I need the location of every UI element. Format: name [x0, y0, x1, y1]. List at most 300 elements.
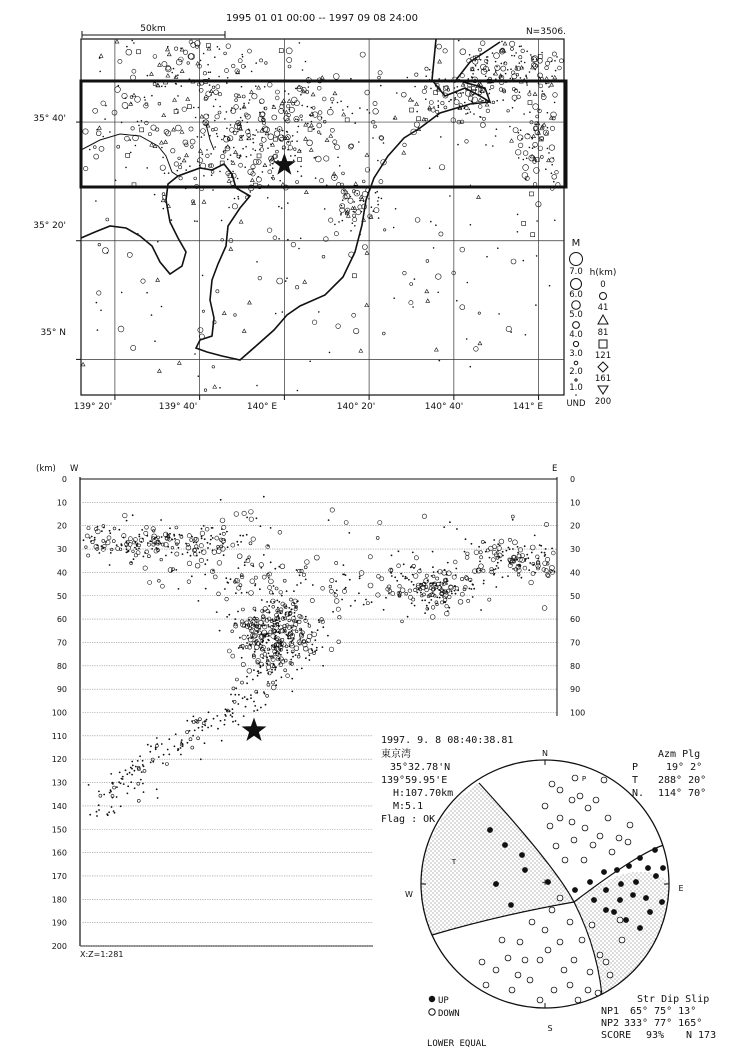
- hypocenter-circle: [234, 512, 239, 517]
- hypocenter-circle: [199, 558, 203, 562]
- slab-dot: [213, 718, 215, 720]
- hypocenter-dot: [171, 552, 173, 554]
- epicenter-dot: [198, 375, 200, 377]
- epicenter-dot: [380, 85, 382, 87]
- slab-dot: [232, 712, 234, 714]
- down-polarity: [567, 919, 573, 925]
- hypocenter-dot: [296, 569, 298, 571]
- p-axis-marker: P: [581, 775, 587, 783]
- epicenter-dot: [416, 111, 418, 113]
- hypocenter-dot: [266, 642, 268, 644]
- epicenter-dot: [297, 131, 299, 133]
- hypocenter-dot: [451, 591, 453, 593]
- epicenter-dot: [437, 292, 439, 294]
- hypocenter-dot: [385, 597, 387, 599]
- epicenter-square: [187, 105, 191, 109]
- slab-dot: [201, 726, 203, 728]
- hypocenter-dot: [247, 638, 249, 640]
- slab-dot: [134, 770, 136, 772]
- epicenter-circle: [221, 154, 225, 158]
- n-axis-label: N.: [632, 788, 645, 799]
- hypocenter-dot: [471, 543, 473, 545]
- hypocenter-dot: [412, 574, 414, 576]
- epicenter-dot: [547, 148, 549, 150]
- coastline-inlet: [206, 124, 214, 150]
- hypocenter-dot: [255, 583, 257, 585]
- hypocenter-circle: [368, 555, 372, 559]
- hypocenter-dot: [316, 649, 318, 651]
- epicenter-dot: [526, 84, 528, 86]
- epicenter-dot: [393, 227, 395, 229]
- hypocenter-dot: [133, 558, 135, 560]
- down-polarity: [625, 839, 631, 845]
- hypocenter-dot: [273, 585, 275, 587]
- epicenter-dot: [350, 196, 352, 198]
- hypocenter-circle: [262, 575, 266, 579]
- epicenter-circle: [97, 291, 101, 295]
- slab-dot: [135, 766, 137, 768]
- epicenter-dot: [298, 248, 300, 250]
- epicenter-triangle: [304, 123, 308, 126]
- hypocenter-circle: [249, 517, 253, 521]
- epicenter-circle: [441, 101, 444, 104]
- hypocenter-circle: [160, 558, 163, 561]
- mag-symbol: [572, 301, 581, 310]
- epicenter-circle: [132, 69, 136, 73]
- hypocenter-circle: [368, 583, 373, 588]
- epicenter-dot: [458, 40, 460, 42]
- hypocenter-dot: [143, 556, 145, 558]
- epicenter-dot: [177, 95, 179, 97]
- down-polarity: [579, 937, 585, 943]
- epicenter-circle: [131, 345, 136, 350]
- np2-value: 333° 77° 165°: [624, 1018, 703, 1029]
- epicenter-dot: [167, 46, 169, 48]
- hypocenter-dot: [512, 568, 514, 570]
- epicenter-dot: [480, 59, 482, 61]
- hypocenter-circle: [187, 580, 191, 584]
- epicenter-triangle: [360, 197, 364, 200]
- hypocenter-dot: [400, 573, 402, 575]
- hypocenter-dot: [439, 597, 441, 599]
- hypocenter-circle: [154, 549, 158, 553]
- hypocenter-dot: [260, 665, 262, 667]
- epicenter-dot: [193, 107, 195, 109]
- slab-dot: [139, 755, 141, 757]
- hypocenter-dot: [316, 647, 318, 649]
- epicenter-triangle: [415, 102, 419, 105]
- down-polarity: [572, 775, 578, 781]
- epicenter-circle: [151, 125, 156, 130]
- hypocenter-dot: [251, 624, 253, 626]
- slab-dot: [134, 787, 136, 789]
- hypocenter-circle: [431, 606, 435, 610]
- hypocenter-dot: [121, 544, 123, 546]
- hypocenter-dot: [541, 552, 543, 554]
- epicenter-circle: [545, 66, 549, 70]
- epicenter-dot: [522, 67, 524, 69]
- epicenter-dot: [435, 224, 437, 226]
- slab-dot: [279, 658, 281, 660]
- epicenter-circle: [294, 148, 297, 151]
- epicenter-dot: [257, 131, 259, 133]
- down-polarity: [571, 957, 577, 963]
- hypocenter-circle: [113, 527, 116, 530]
- hypocenter-dot: [226, 531, 228, 533]
- hypocenter-dot: [204, 574, 206, 576]
- epicenter-circle: [509, 41, 514, 46]
- epicenter-triangle: [248, 301, 252, 304]
- slab-dot: [208, 711, 210, 713]
- slab-dot: [263, 691, 265, 693]
- hypocenter-dot: [528, 569, 530, 571]
- epicenter-dot: [469, 54, 471, 56]
- epicenter-dot: [131, 40, 133, 42]
- epicenter-circle: [552, 52, 556, 56]
- epicenter-dot: [440, 136, 442, 138]
- hypocenter-dot: [260, 672, 262, 674]
- epicenter-circle: [439, 165, 444, 170]
- epicenter-circle: [382, 332, 385, 335]
- epicenter-circle: [232, 204, 237, 209]
- hypocenter-circle: [200, 531, 205, 536]
- hypocenter-dot: [267, 624, 269, 626]
- epicenter-dot: [219, 171, 221, 173]
- slab-dot: [130, 767, 132, 769]
- hypocenter-circle: [442, 570, 447, 575]
- slab-dot: [155, 748, 157, 750]
- hypocenter-circle: [530, 545, 535, 550]
- epicenter-dot: [338, 221, 340, 223]
- epicenter-dot: [457, 86, 459, 88]
- hypocenter-dot: [83, 539, 85, 541]
- hypocenter-dot: [502, 576, 504, 578]
- hypocenter-dot: [141, 529, 143, 531]
- epicenter-circle: [214, 128, 217, 131]
- epicenter-dot: [207, 64, 209, 66]
- epicenter-circle: [94, 154, 99, 159]
- depth-level: 0: [600, 280, 606, 290]
- hypocenter-dot: [94, 539, 96, 541]
- hypocenter-circle: [480, 556, 483, 559]
- slab-dot: [181, 739, 183, 741]
- hypocenter-circle: [248, 556, 251, 559]
- epicenter-dot: [237, 178, 239, 180]
- hypocenter-dot: [280, 654, 282, 656]
- hypocenter-circle: [145, 525, 149, 529]
- hypocenter-dot: [102, 548, 104, 550]
- epicenter-dot: [171, 219, 173, 221]
- slab-dot: [250, 694, 252, 696]
- epicenter-triangle: [158, 63, 162, 66]
- epicenter-dot: [541, 52, 543, 54]
- epicenter-dot: [485, 144, 487, 146]
- epicenter-dot: [209, 84, 211, 86]
- epicenter-dot: [470, 111, 472, 113]
- epicenter-dot: [502, 99, 504, 101]
- up-polarity: [614, 867, 620, 873]
- epicenter-circle: [212, 86, 215, 89]
- epicenter-dot: [473, 113, 475, 115]
- epicenter-circle: [211, 171, 214, 174]
- hypocenter-dot: [455, 593, 457, 595]
- epicenter-dot: [177, 74, 179, 76]
- epicenter-circle: [443, 49, 447, 53]
- down-polarity: [597, 833, 603, 839]
- epicenter-circle: [460, 305, 465, 310]
- epicenter-triangle: [342, 113, 346, 116]
- down-polarity: [589, 922, 595, 928]
- epicenter-circle: [230, 127, 235, 132]
- epicenter-circle: [550, 126, 554, 130]
- epicenter-dot: [177, 170, 179, 172]
- epicenter-dot: [342, 199, 344, 201]
- hypocenter-dot: [443, 601, 445, 603]
- epicenter-circle: [437, 44, 442, 49]
- hypocenter-dot: [287, 652, 289, 654]
- epicenter-dot: [282, 135, 284, 137]
- hypocenter-circle: [290, 598, 293, 601]
- epicenter-square: [206, 44, 210, 48]
- hypocenter-dot: [529, 562, 531, 564]
- up-polarity: [603, 887, 609, 893]
- epicenter-dot: [510, 78, 512, 80]
- hypocenter-circle: [376, 593, 380, 597]
- depth-tick-left: 30: [56, 545, 67, 555]
- depth-level: 41: [597, 303, 609, 313]
- epicenter-triangle: [320, 76, 324, 79]
- epicenter-triangle: [196, 62, 200, 65]
- epicenter-circle: [348, 198, 353, 203]
- hypocenter-dot: [311, 644, 313, 646]
- epicenter-dot: [219, 48, 221, 50]
- epicenter-circle: [474, 347, 479, 352]
- epicenter-circle: [171, 149, 175, 153]
- epicenter-dot: [290, 155, 292, 157]
- epicenter-circle: [460, 74, 464, 78]
- epicenter-dot: [293, 160, 295, 162]
- epicenter-circle: [401, 92, 406, 97]
- epicenter-triangle: [553, 75, 557, 78]
- epicenter-dot: [252, 138, 254, 140]
- epicenter-dot: [223, 151, 225, 153]
- epicenter-dot: [377, 160, 379, 162]
- epicenter-dot: [272, 105, 274, 107]
- epicenter-triangle: [172, 128, 176, 131]
- epicenter-square: [308, 127, 312, 131]
- epicenter-triangle: [354, 182, 358, 185]
- slab-dot: [291, 678, 293, 680]
- epicenter-dot: [462, 92, 464, 94]
- depth-tick-left: 130: [51, 778, 67, 788]
- epicenter-dot: [505, 73, 507, 75]
- hypocenter-dot: [540, 545, 542, 547]
- epicenter-dot: [287, 149, 289, 151]
- mag-legend-title: M: [571, 238, 581, 249]
- slab-dot: [238, 694, 240, 696]
- hypocenter-circle: [294, 646, 299, 651]
- epicenter-circle: [549, 145, 555, 151]
- down-polarity: [553, 843, 559, 849]
- slab-dot: [246, 682, 248, 684]
- epicenter-circle: [275, 90, 279, 94]
- hypocenter-dot: [305, 616, 307, 618]
- hypocenter-circle: [308, 625, 311, 628]
- depth-symbol-triangle: [598, 315, 608, 324]
- epicenter-square: [522, 221, 526, 225]
- epicenter-dot: [138, 125, 140, 127]
- np1-label: NP1: [601, 1006, 620, 1017]
- hypocenter-circle: [297, 655, 300, 658]
- mag-level: 6.0: [569, 290, 583, 300]
- slab-dot: [266, 663, 268, 665]
- down-polarity: [537, 997, 543, 1003]
- slab-dot: [238, 724, 240, 726]
- hypocenter-dot: [288, 607, 290, 609]
- depth-symbol-square: [599, 340, 607, 348]
- hypocenter-circle: [545, 557, 549, 561]
- epicenter-dot: [237, 131, 239, 133]
- hypocenter-dot: [179, 534, 181, 536]
- epicenter-dot: [463, 84, 465, 86]
- hypocenter-dot: [89, 537, 91, 539]
- epicenter-dot: [377, 200, 379, 202]
- epicenter-circle: [360, 52, 365, 57]
- hypocenter-circle: [551, 551, 555, 555]
- hypocenter-dot: [263, 496, 265, 498]
- epicenter-circle: [196, 45, 199, 48]
- center-cross: +: [541, 878, 549, 888]
- slab-dot: [198, 727, 200, 729]
- epicenter-circle: [234, 314, 237, 317]
- epicenter-circle: [429, 101, 433, 105]
- hypocenter-circle: [336, 607, 340, 611]
- down-polarity: [627, 822, 633, 828]
- epicenter-dot: [501, 63, 503, 65]
- epicenter-dot: [105, 105, 107, 107]
- epicenter-dot: [525, 76, 527, 78]
- hypocenter-circle: [321, 586, 325, 590]
- epicenter-circle: [253, 159, 258, 164]
- hypocenter-dot: [274, 638, 276, 640]
- hypocenter-dot: [256, 621, 258, 623]
- hypocenter-dot: [430, 582, 432, 584]
- hypocenter-dot: [279, 632, 281, 634]
- epicenter-dot: [359, 234, 361, 236]
- epicenter-dot: [515, 52, 517, 54]
- epicenter-dot: [241, 54, 243, 56]
- slab-dot: [147, 744, 149, 746]
- hypocenter-dot: [497, 567, 499, 569]
- epicenter-dot: [501, 41, 503, 43]
- epicenter-dot: [99, 71, 101, 73]
- epicenter-dot: [301, 119, 303, 121]
- hypocenter-circle: [366, 602, 369, 605]
- epicenter-dot: [519, 46, 521, 48]
- hypocenter-circle: [144, 531, 148, 535]
- epicenter-dot: [467, 104, 469, 106]
- epicenter-dot: [297, 171, 299, 173]
- slab-dot: [242, 697, 244, 699]
- up-polarity: [508, 902, 514, 908]
- hypocenter-circle: [536, 555, 540, 559]
- down-polarity: [619, 937, 625, 943]
- epicenter-dot: [430, 88, 432, 90]
- hypocenter-dot: [178, 588, 180, 590]
- epicenter-dot: [162, 157, 164, 159]
- epicenter-circle: [354, 328, 359, 333]
- epicenter-dot: [196, 221, 198, 223]
- slab-dot: [156, 737, 158, 739]
- up-symbol: [429, 996, 435, 1002]
- epicenter-circle: [373, 101, 377, 105]
- slab-dot: [137, 760, 139, 762]
- epicenter-dot: [498, 313, 500, 315]
- epicenter-dot: [238, 198, 240, 200]
- epicenter-dot: [432, 71, 434, 73]
- epicenter-circle: [515, 150, 521, 156]
- hypocenter-circle: [479, 564, 484, 569]
- epicenter-circle: [260, 143, 263, 146]
- hypocenter-dot: [235, 592, 237, 594]
- hypocenter-dot: [268, 626, 270, 628]
- epicenter-dot: [230, 124, 232, 126]
- epicenter-dot: [324, 208, 326, 210]
- epicenter-dot: [242, 120, 244, 122]
- hypocenter-circle: [330, 578, 334, 582]
- epicenter-triangle: [365, 251, 369, 254]
- epicenter-dot: [129, 139, 131, 141]
- epicenter-dot: [282, 130, 284, 132]
- hypocenter-circle: [329, 585, 332, 588]
- epicenter-dot: [284, 90, 286, 92]
- hypocenter-dot: [246, 592, 248, 594]
- slab-circle: [143, 769, 146, 772]
- compass-w: W: [405, 890, 413, 899]
- hypocenter-dot: [388, 593, 390, 595]
- epicenter-triangle: [434, 348, 438, 351]
- epicenter-circle: [242, 95, 245, 98]
- epicenter-circle: [125, 136, 130, 141]
- slab-dot: [250, 697, 252, 699]
- depth-tick-left: 200: [51, 942, 67, 951]
- slab-dot: [142, 783, 144, 785]
- epicenter-circle: [118, 326, 124, 332]
- epicenter-dot: [524, 62, 526, 64]
- epicenter-circle: [218, 93, 221, 96]
- hypocenter-circle: [107, 536, 111, 540]
- epicenter-circle: [555, 170, 559, 174]
- epicenter-dot: [529, 71, 531, 73]
- hypocenter-circle: [187, 544, 190, 547]
- hypocenter-dot: [219, 533, 221, 535]
- hypocenter-dot: [284, 631, 286, 633]
- hypocenter-circle: [249, 542, 252, 545]
- hypocenter-dot: [516, 559, 518, 561]
- epicenter-dot: [209, 135, 211, 137]
- hypocenter-circle: [465, 556, 469, 560]
- hypocenter-dot: [551, 548, 553, 550]
- epicenter-dot: [121, 292, 123, 294]
- hypocenter-dot: [495, 586, 497, 588]
- epicenter-dot: [315, 177, 317, 179]
- hypocenter-dot: [219, 630, 221, 632]
- hypocenter-circle: [158, 579, 161, 582]
- hypocenter-circle: [251, 563, 254, 566]
- hypocenter-circle: [413, 574, 418, 579]
- slab-circle: [272, 681, 275, 684]
- hypocenter-circle: [147, 543, 150, 546]
